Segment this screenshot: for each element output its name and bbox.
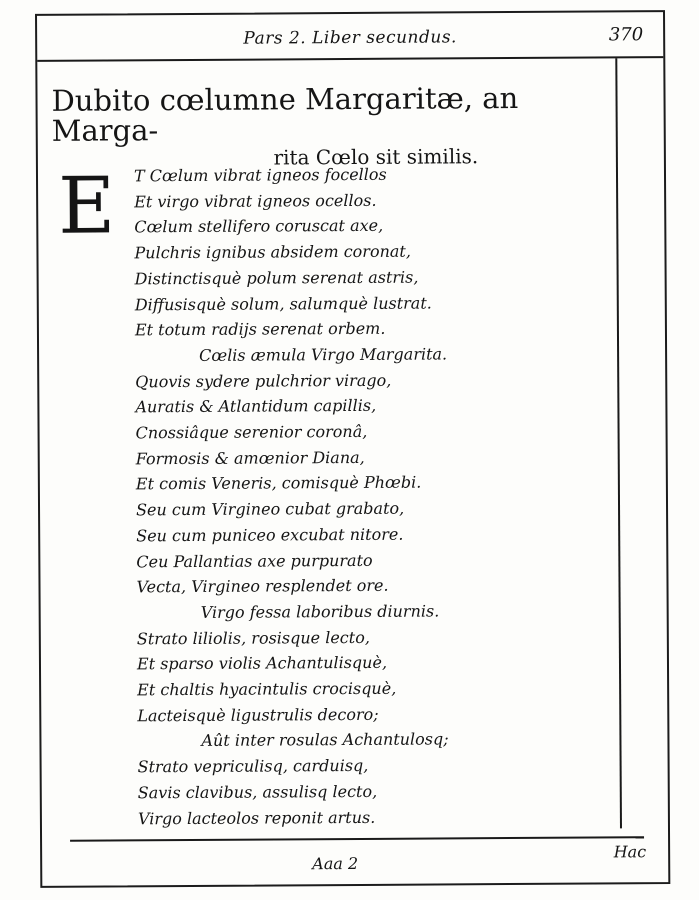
verse-line: Seu cum puniceo excubat nitore. bbox=[136, 524, 404, 546]
page-frame bbox=[35, 10, 670, 888]
verse-line: Strato liliolis, rosisque lecto, bbox=[136, 627, 370, 648]
running-head: Pars 2. Liber secundus. bbox=[243, 27, 457, 49]
verse-line: Cœlis æmula Virgo Margarita. bbox=[199, 344, 448, 365]
verse-line: Virgo fessa laboribus diurnis. bbox=[200, 601, 440, 622]
verse-line: Strato vepriculisq, carduisq, bbox=[137, 756, 369, 777]
footer-rule bbox=[70, 836, 644, 842]
verse-line: Et virgo vibrat igneos ocellos. bbox=[134, 190, 377, 212]
verse-line: Vecta, Virgineo resplendet ore. bbox=[136, 576, 389, 597]
verse-line: Seu cum Virgineo cubat grabato, bbox=[135, 498, 405, 520]
verse-line: Quovis sydere pulchrior virago, bbox=[135, 370, 392, 391]
verse-line: Et comis Veneris, comisquè Phœbi. bbox=[135, 473, 422, 494]
verse-line: Lacteisquè ligustrulis decoro; bbox=[137, 704, 379, 726]
verse-line: Et sparso violis Achantulisquè, bbox=[136, 653, 388, 674]
verse-line: Savis clavibus, assulisq lecto, bbox=[137, 781, 378, 803]
drop-cap: E bbox=[57, 161, 116, 252]
poem-title bbox=[51, 82, 600, 169]
verse-line: Pulchris ignibus absidem coronat, bbox=[134, 241, 411, 263]
verse-line: Virgo lacteolos reponit artus. bbox=[137, 807, 376, 828]
signature-mark: Aaa 2 bbox=[312, 853, 359, 874]
catchword: Hac bbox=[613, 842, 647, 862]
header-rule bbox=[37, 56, 663, 62]
verse-line: Et chaltis hyacintulis crocisquè, bbox=[137, 678, 397, 700]
page-header bbox=[37, 18, 663, 62]
verse-line: Auratis & Atlantidum capillis, bbox=[135, 396, 377, 417]
poem-title-line-2: rita Cœlo sit similis. bbox=[273, 144, 479, 170]
verse-line: Aût inter rosulas Achantulosq; bbox=[201, 729, 449, 751]
poem-body bbox=[134, 161, 578, 832]
poem-title-line-1: Dubito cœlumne Margaritæ, an Marga- bbox=[51, 80, 519, 149]
page-number: 370 bbox=[608, 24, 644, 46]
verse-line: Formosis & amœnior Diana, bbox=[135, 447, 365, 469]
verse-line: Ceu Pallantias axe purpurato bbox=[136, 550, 373, 571]
verse-line: Cnossiâque serenior coronâ, bbox=[135, 421, 368, 443]
verse-line: Cœlum stellifero coruscat axe, bbox=[134, 216, 384, 237]
margin-rule bbox=[615, 58, 622, 828]
verse-line: T Cœlum vibrat igneos focellos bbox=[133, 164, 387, 186]
verse-line: Distinctisquè polum serenat astris, bbox=[134, 267, 419, 289]
verse-line: Et totum radijs serenat orbem. bbox=[134, 319, 386, 340]
verse-line: Diffusisquè solum, salumquè lustrat. bbox=[134, 293, 432, 314]
